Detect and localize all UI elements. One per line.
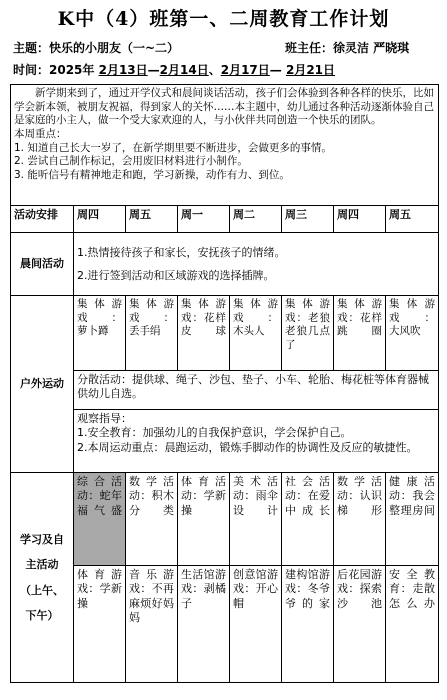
learning-2-4: 创意馆游戏：开心帽 bbox=[230, 566, 282, 683]
goal-3: 3. 能听信号有精神地走和跑，学习新操，动作有力、到位。 bbox=[14, 168, 290, 181]
learning-2-1: 体育游戏：学新操 bbox=[74, 566, 126, 683]
header-day-3: 周一 bbox=[178, 206, 230, 233]
header-label: 活动安排 bbox=[11, 206, 74, 233]
goals-title: 本周重点： bbox=[14, 127, 67, 140]
outdoor-game-3: 集体游戏：花样皮球 bbox=[178, 296, 230, 371]
learning-label: 学习及自 主活动 （上午、 下午） bbox=[11, 473, 74, 683]
goal-1: 1. 知道自己长大一岁了，在新学期里要不断进步，会做更多的事情。 bbox=[14, 141, 332, 154]
guidance-2: 2.本周运动重点：晨跑运动，锻炼手脚动作的协调性及反应的敏捷性。 bbox=[77, 440, 418, 454]
learning-1-1: 综合活动：蛇年福气盛 bbox=[74, 473, 126, 566]
date-sep-2: — bbox=[269, 63, 286, 77]
learning-1-7: 健康活动：我会整理房间 bbox=[386, 473, 439, 566]
learning-2-3: 生活馆游戏：剥橘子 bbox=[178, 566, 230, 683]
outdoor-label: 户外运动 bbox=[11, 296, 74, 473]
outdoor-game-2: 集体游戏： 丢手绢 bbox=[126, 296, 178, 371]
teacher-label: 班主任：徐灵洁 严晓琪 bbox=[285, 41, 410, 55]
page-title: K中（4）班第一、二周教育工作计划 bbox=[57, 8, 390, 30]
date-2: 2月14日 bbox=[159, 63, 209, 77]
theme-row bbox=[13, 39, 437, 56]
learning-1-4: 美术活动：雨伞设计 bbox=[230, 473, 282, 566]
outdoor-scattered: 分散活动：提供球、绳子、沙包、垫子、小车、轮胎、梅花桩等体育器械供幼儿自选。 bbox=[74, 371, 439, 410]
learning-2-2: 音乐游戏：不再麻烦好妈妈 bbox=[126, 566, 178, 683]
date-sep-1: — bbox=[147, 63, 160, 77]
header-day-7: 周五 bbox=[386, 206, 439, 233]
intro-paragraph: 新学期来到了，通过开学仪式和晨间谈话活动，孩子们会体验到各种各样的快乐，比如学会新本领，被朋友祝福，得到家人的关怀……本主题中，幼儿通过各种活动逐渐体验自己是家庭的小主人，做一个受大家欢迎的人，与小伙伴共同创造一个快乐的团队。 bbox=[14, 87, 434, 127]
header-day-5: 周三 bbox=[282, 206, 334, 233]
outdoor-guidance bbox=[74, 410, 439, 473]
header-day-4: 周二 bbox=[230, 206, 282, 233]
morning-content bbox=[74, 233, 439, 296]
outdoor-game-7: 集体游戏： 大风吹 bbox=[386, 296, 439, 371]
outdoor-game-6: 集体游戏：花样跳圈 bbox=[334, 296, 386, 371]
morning-row bbox=[11, 233, 439, 296]
learning-2-6: 后花园游戏：探索沙池 bbox=[334, 566, 386, 683]
date-3: 2月17日 bbox=[220, 63, 270, 77]
learning-1-5: 社会活动：在爱中成长 bbox=[282, 473, 334, 566]
plan-table bbox=[10, 84, 439, 683]
learning-row-1 bbox=[11, 473, 439, 566]
header-day-2: 周五 bbox=[126, 206, 178, 233]
header-day-6: 周四 bbox=[334, 206, 386, 233]
learning-2-7: 安全教育：走散怎么办 bbox=[386, 566, 439, 683]
goal-2: 2. 尝试自己制作标记，会用废旧材料进行小制作。 bbox=[14, 155, 248, 168]
outdoor-game-1: 集体游戏： 萝卜蹲 bbox=[74, 296, 126, 371]
outdoor-game-5: 集体游戏：老狼老狼几点了 bbox=[282, 296, 334, 371]
guidance-title: 观察指导： bbox=[77, 412, 132, 425]
outdoor-games-row bbox=[11, 296, 439, 371]
date-4: 2月21日 bbox=[285, 63, 336, 77]
header-row bbox=[11, 206, 439, 233]
time-row bbox=[13, 61, 437, 78]
outdoor-game-4: 集体游戏： 木头人 bbox=[230, 296, 282, 371]
outdoor-scattered-row bbox=[11, 371, 439, 410]
learning-row-2 bbox=[11, 566, 439, 683]
morning-line-1: 1.热情接待孩子和家长，安抚孩子的情绪。 bbox=[77, 245, 286, 259]
intro-cell bbox=[11, 85, 439, 206]
morning-label: 晨间活动 bbox=[11, 233, 74, 296]
learning-1-3: 体育活动：学新操 bbox=[178, 473, 230, 566]
date-1: 2月13日 bbox=[98, 63, 148, 77]
date-comma: 、 bbox=[208, 63, 221, 77]
learning-1-6: 数学活动：认识梯形 bbox=[334, 473, 386, 566]
outdoor-guidance-row bbox=[11, 410, 439, 473]
learning-1-2: 数学活动：积木分类 bbox=[126, 473, 178, 566]
header-day-1: 周四 bbox=[74, 206, 126, 233]
guidance-1: 1.安全教育：加强幼儿的自我保护意识，学会保护自己。 bbox=[77, 426, 352, 440]
time-prefix: 时间：2025年 bbox=[13, 63, 95, 77]
theme-label: 主题：快乐的小朋友（一~二） bbox=[13, 41, 180, 55]
learning-2-5: 建构馆游戏：冬爷爷的家 bbox=[282, 566, 334, 683]
morning-line-2: 2.进行签到活动和区域游戏的选择插牌。 bbox=[77, 269, 275, 282]
